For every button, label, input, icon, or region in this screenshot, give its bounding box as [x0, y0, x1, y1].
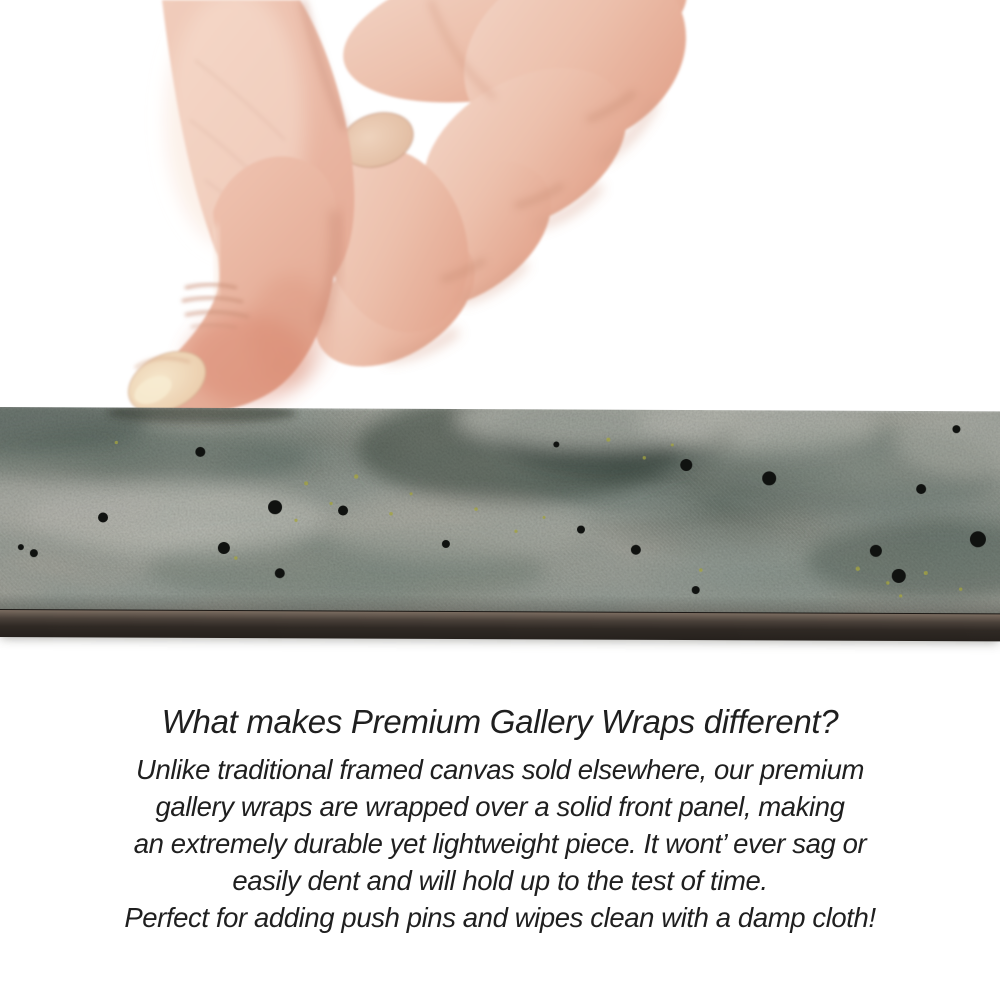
body-line: Perfect for adding push pins and wipes clean with a damp cloth! — [124, 902, 876, 933]
hand-illustration — [95, 0, 705, 424]
panel-side-edge — [0, 609, 1000, 641]
copy-block — [0, 701, 1000, 936]
headline: What makes Premium Gallery Wraps different? — [161, 703, 839, 740]
body-line: gallery wraps are wrapped over a solid front panel, making — [155, 791, 845, 822]
thumb — [118, 156, 337, 424]
canvas-fabric — [0, 407, 1000, 613]
body-line: Unlike traditional framed canvas sold elsewhere, our premium — [135, 754, 864, 785]
body-line: an extremely durable yet lightweight piece. It wont’ ever sag or — [133, 828, 867, 859]
canvas-strip — [0, 407, 1000, 640]
canvas-texture — [0, 407, 1000, 613]
hand-photo — [95, 0, 705, 424]
body-line: easily dent and will hold up to the test of time. — [232, 865, 768, 896]
